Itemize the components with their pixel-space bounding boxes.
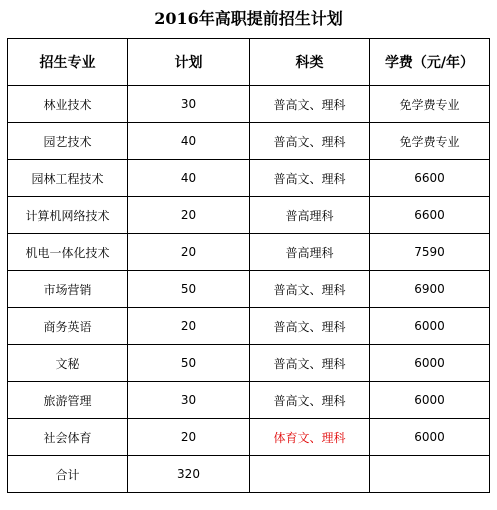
page-title: 2016年高职提前招生计划 xyxy=(154,9,343,28)
cell-category-highlighted: 体育文、理科 xyxy=(250,419,370,456)
cell-tuition: 6600 xyxy=(370,160,490,197)
header-major: 招生专业 xyxy=(8,39,128,86)
cell-plan: 20 xyxy=(128,234,250,271)
table-row xyxy=(8,308,490,345)
cell-category: 普高文、理科 xyxy=(250,160,370,197)
total-plan: 320 xyxy=(128,456,250,493)
cell-plan: 20 xyxy=(128,419,250,456)
table-row xyxy=(8,345,490,382)
table-row xyxy=(8,382,490,419)
cell-tuition: 6000 xyxy=(370,382,490,419)
cell-tuition: 6000 xyxy=(370,308,490,345)
total-tuition xyxy=(370,456,490,493)
table-header-row xyxy=(8,39,490,86)
cell-major: 机电一体化技术 xyxy=(8,234,128,271)
cell-tuition: 6000 xyxy=(370,345,490,382)
cell-major: 计算机网络技术 xyxy=(8,197,128,234)
enrollment-plan-table xyxy=(7,38,490,493)
table-row xyxy=(8,197,490,234)
cell-plan: 30 xyxy=(128,86,250,123)
cell-tuition: 6000 xyxy=(370,419,490,456)
table-row xyxy=(8,86,490,123)
total-label: 合计 xyxy=(8,456,128,493)
table-row xyxy=(8,160,490,197)
cell-plan: 40 xyxy=(128,160,250,197)
cell-plan: 20 xyxy=(128,308,250,345)
cell-category: 普高文、理科 xyxy=(250,86,370,123)
cell-category: 普高理科 xyxy=(250,197,370,234)
cell-category: 普高文、理科 xyxy=(250,123,370,160)
cell-plan: 50 xyxy=(128,271,250,308)
cell-major: 商务英语 xyxy=(8,308,128,345)
cell-plan: 50 xyxy=(128,345,250,382)
header-tuition: 学费（元/年） xyxy=(370,39,490,86)
cell-tuition: 6900 xyxy=(370,271,490,308)
cell-major: 林业技术 xyxy=(8,86,128,123)
cell-category: 普高文、理科 xyxy=(250,382,370,419)
header-plan: 计划 xyxy=(128,39,250,86)
cell-category: 普高文、理科 xyxy=(250,271,370,308)
cell-tuition: 免学费专业 xyxy=(370,123,490,160)
table-row xyxy=(8,271,490,308)
cell-major: 社会体育 xyxy=(8,419,128,456)
cell-major: 市场营销 xyxy=(8,271,128,308)
table-row xyxy=(8,419,490,456)
cell-major: 园艺技术 xyxy=(8,123,128,160)
cell-plan: 40 xyxy=(128,123,250,160)
cell-major: 园林工程技术 xyxy=(8,160,128,197)
cell-tuition: 7590 xyxy=(370,234,490,271)
cell-tuition: 免学费专业 xyxy=(370,86,490,123)
cell-plan: 30 xyxy=(128,382,250,419)
cell-category: 普高文、理科 xyxy=(250,345,370,382)
cell-category: 普高文、理科 xyxy=(250,308,370,345)
cell-tuition: 6600 xyxy=(370,197,490,234)
cell-major: 文秘 xyxy=(8,345,128,382)
cell-category: 普高理科 xyxy=(250,234,370,271)
cell-plan: 20 xyxy=(128,197,250,234)
header-category: 科类 xyxy=(250,39,370,86)
table-row xyxy=(8,123,490,160)
total-category xyxy=(250,456,370,493)
cell-major: 旅游管理 xyxy=(8,382,128,419)
table-row xyxy=(8,234,490,271)
total-row xyxy=(8,456,490,493)
